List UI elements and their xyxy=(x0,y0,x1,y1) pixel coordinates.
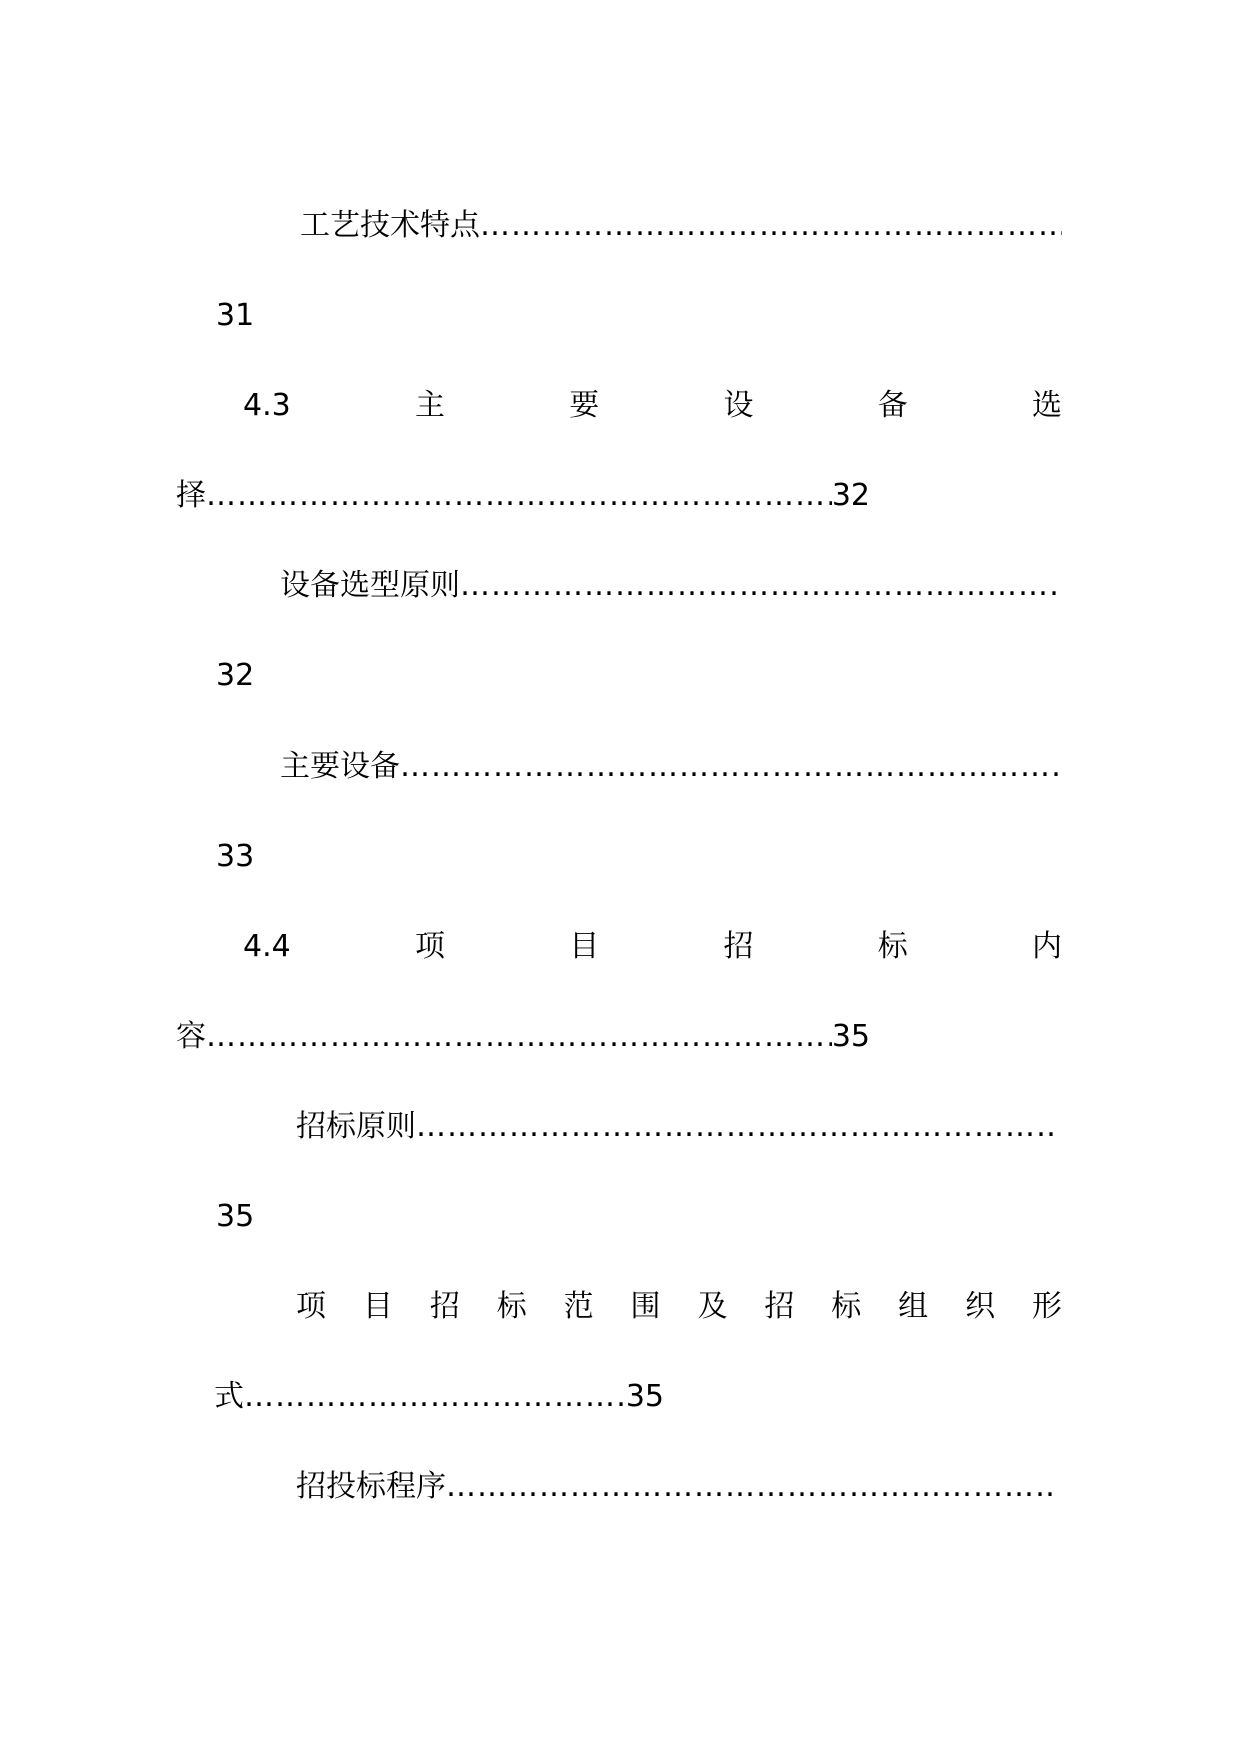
toc-title-char: 标 xyxy=(496,1289,527,1324)
toc-title-tail: 择 xyxy=(176,478,206,513)
toc-entry-line[interactable] xyxy=(243,925,1062,969)
leader-dots xyxy=(480,204,1062,248)
toc-title-char: 项 xyxy=(296,1289,326,1324)
toc-title-char: 及 xyxy=(697,1289,728,1324)
toc-title-char: 招 xyxy=(723,929,754,964)
toc-title-char: 主 xyxy=(414,388,445,423)
toc-entry-title: 设备选型原则 xyxy=(280,568,460,603)
toc-title-char: 设 xyxy=(723,388,754,423)
toc-page-number: 35 xyxy=(831,1019,870,1054)
toc-title-char: 招 xyxy=(764,1289,795,1324)
toc-title-char: 目 xyxy=(569,929,600,964)
toc-entry-line[interactable] xyxy=(176,474,870,518)
toc-entry-line[interactable] xyxy=(214,1375,664,1419)
toc-entry-line[interactable] xyxy=(296,1105,1058,1149)
toc-entry-line[interactable] xyxy=(176,1015,870,1059)
toc-entry-title: 主要设备 xyxy=(280,749,400,784)
section-number: 4.4 xyxy=(243,929,291,964)
toc-title-char: 备 xyxy=(877,388,908,423)
toc-page-number: 31 xyxy=(216,298,255,333)
toc-title-char: 织 xyxy=(965,1289,996,1324)
toc-title-char: 组 xyxy=(898,1289,929,1324)
toc-entry-title: 工艺技术特点 xyxy=(300,208,480,243)
leader-dots xyxy=(244,1375,626,1419)
toc-entry-title: 招投标程序 xyxy=(296,1469,446,1504)
toc-title-char: 招 xyxy=(429,1289,460,1324)
toc-entry-line[interactable] xyxy=(243,384,1062,428)
toc-page-number: 35 xyxy=(625,1379,664,1414)
toc-page-number: 35 xyxy=(216,1199,255,1234)
toc-title-char: 项 xyxy=(414,929,445,964)
leader-dots xyxy=(460,564,1058,608)
toc-page-number: 32 xyxy=(831,478,870,513)
toc-entry-line[interactable] xyxy=(296,1285,1062,1329)
toc-entry-line[interactable] xyxy=(296,1465,1058,1509)
leader-dots xyxy=(446,1465,1058,1509)
toc-entry-line[interactable] xyxy=(280,564,1058,608)
toc-title-tail: 式 xyxy=(214,1379,244,1414)
toc-title-char: 标 xyxy=(831,1289,862,1324)
leader-dots xyxy=(416,1105,1058,1149)
leader-dots xyxy=(400,745,1058,789)
toc-title-char: 围 xyxy=(630,1289,661,1324)
leader-dots xyxy=(206,474,832,518)
toc-title-char: 内 xyxy=(1031,929,1062,964)
toc-title-char: 形 xyxy=(1031,1289,1062,1324)
toc-title-char: 目 xyxy=(362,1289,393,1324)
toc-title-tail: 容 xyxy=(176,1019,206,1054)
toc-entry-title: 招标原则 xyxy=(296,1109,416,1144)
toc-entry-line[interactable] xyxy=(280,745,1058,789)
toc-page-number: 33 xyxy=(216,839,255,874)
toc-entry-line[interactable] xyxy=(300,204,1062,248)
toc-title-char: 选 xyxy=(1031,388,1062,423)
toc-page-number: 32 xyxy=(216,658,255,693)
leader-dots xyxy=(206,1015,832,1059)
toc-title-char: 范 xyxy=(563,1289,594,1324)
toc-title-char: 标 xyxy=(877,929,908,964)
section-number: 4.3 xyxy=(243,388,291,423)
toc-title-char: 要 xyxy=(569,388,600,423)
